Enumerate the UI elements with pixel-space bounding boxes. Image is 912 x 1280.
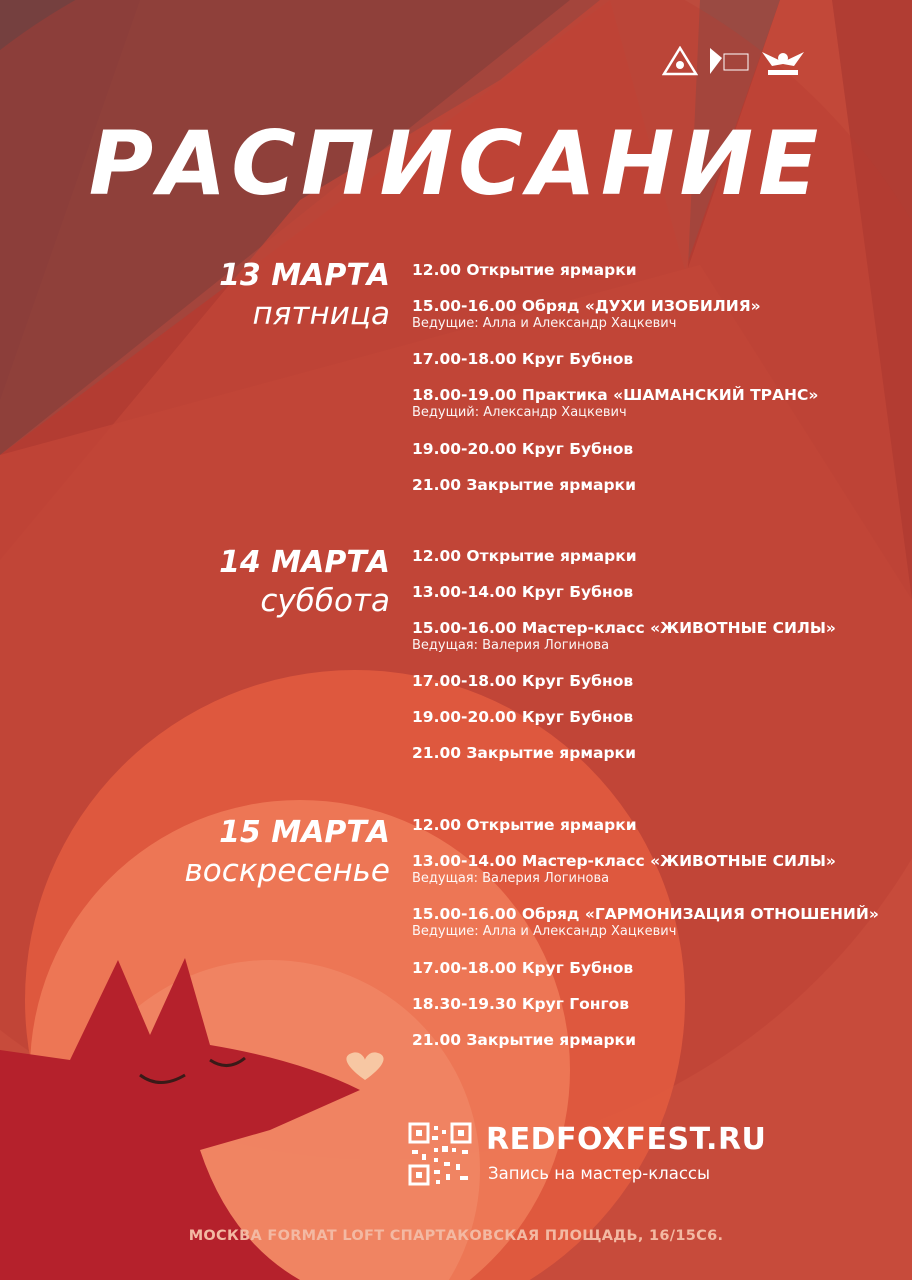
page-title: РАСПИСАНИЕ <box>88 112 824 215</box>
schedule-item <box>412 582 633 602</box>
day-date: 14 МАРТА <box>219 545 390 580</box>
qr-code-icon[interactable] <box>408 1122 472 1186</box>
day-heading-2 <box>0 545 390 621</box>
day-date: 15 МАРТА <box>219 815 390 850</box>
schedule-item <box>412 546 637 566</box>
event-host: Ведущие: Алла и Александр Хацкевич <box>412 316 677 331</box>
event-host: Ведущая: Валерия Логинова <box>412 638 610 653</box>
schedule-item <box>412 994 629 1014</box>
venue-address: МОСКВА FORMAT LOFT СПАРТАКОВСКАЯ ПЛОЩАДЬ, 16/15С6. <box>188 1228 724 1244</box>
event-title: 15.00-16.00 Обряд «ГАРМОНИЗАЦИЯ ОТНОШЕНИЙ» <box>412 905 879 923</box>
website-link[interactable]: REDFOXFEST.RU <box>486 1122 767 1157</box>
schedule-item <box>412 296 761 332</box>
schedule-item <box>412 904 879 940</box>
event-title: 15.00-16.00 Мастер-класс «ЖИВОТНЫЕ СИЛЫ» <box>412 619 836 637</box>
schedule-item <box>412 958 633 978</box>
day-date: 13 МАРТА <box>219 258 390 293</box>
schedule-item <box>412 1030 636 1050</box>
schedule-item <box>412 707 633 727</box>
event-title: 13.00-14.00 Мастер-класс «ЖИВОТНЫЕ СИЛЫ» <box>412 852 836 870</box>
schedule-item <box>412 439 633 459</box>
day-weekday: суббота <box>260 583 390 619</box>
schedule-item <box>412 349 633 369</box>
triangle-eye-logo-icon <box>662 44 698 78</box>
event-title: 21.00 Закрытие ярмарки <box>412 476 636 494</box>
event-title: 12.00 Открытие ярмарки <box>412 261 637 279</box>
event-title: 17.00-18.00 Круг Бубнов <box>412 959 634 977</box>
schedule-item <box>412 671 633 691</box>
event-title: 12.00 Открытие ярмарки <box>412 547 637 565</box>
event-host: Ведущая: Валерия Логинова <box>412 871 610 886</box>
event-host: Ведущие: Алла и Александр Хацкевич <box>412 924 677 939</box>
event-title: 13.00-14.00 Круг Бубнов <box>412 583 634 601</box>
event-title: 21.00 Закрытие ярмарки <box>412 1031 636 1049</box>
schedule-item <box>412 475 636 495</box>
event-title: 21.00 Закрытие ярмарки <box>412 744 636 762</box>
partner-logos <box>662 44 806 78</box>
event-title: 18.30-19.30 Круг Гонгов <box>412 995 630 1013</box>
day-heading-1 <box>0 258 390 334</box>
schedule-item <box>412 815 637 835</box>
event-title: 12.00 Открытие ярмарки <box>412 816 637 834</box>
schedule-item <box>412 618 836 654</box>
event-title: 19.00-20.00 Круг Бубнов <box>412 708 634 726</box>
signup-caption: Запись на мастер-классы <box>488 1164 711 1183</box>
krasnaya-lisa-logo-icon <box>708 44 750 78</box>
event-title: 17.00-18.00 Круг Бубнов <box>412 350 634 368</box>
schedule-item <box>412 743 636 763</box>
day-weekday: пятница <box>252 296 390 332</box>
eagle-logo-icon <box>760 44 806 78</box>
schedule-item <box>412 260 637 280</box>
event-title: 15.00-16.00 Обряд «ДУХИ ИЗОБИЛИЯ» <box>412 297 761 315</box>
schedule-item <box>412 851 836 887</box>
event-title: 18.00-19.00 Практика «ШАМАНСКИЙ ТРАНС» <box>412 386 819 404</box>
event-host: Ведущий: Александр Хацкевич <box>412 405 627 420</box>
day-weekday: воскресенье <box>184 853 390 889</box>
event-title: 19.00-20.00 Круг Бубнов <box>412 440 634 458</box>
day-heading-3 <box>0 815 390 891</box>
event-title: 17.00-18.00 Круг Бубнов <box>412 672 634 690</box>
schedule-item <box>412 385 818 421</box>
